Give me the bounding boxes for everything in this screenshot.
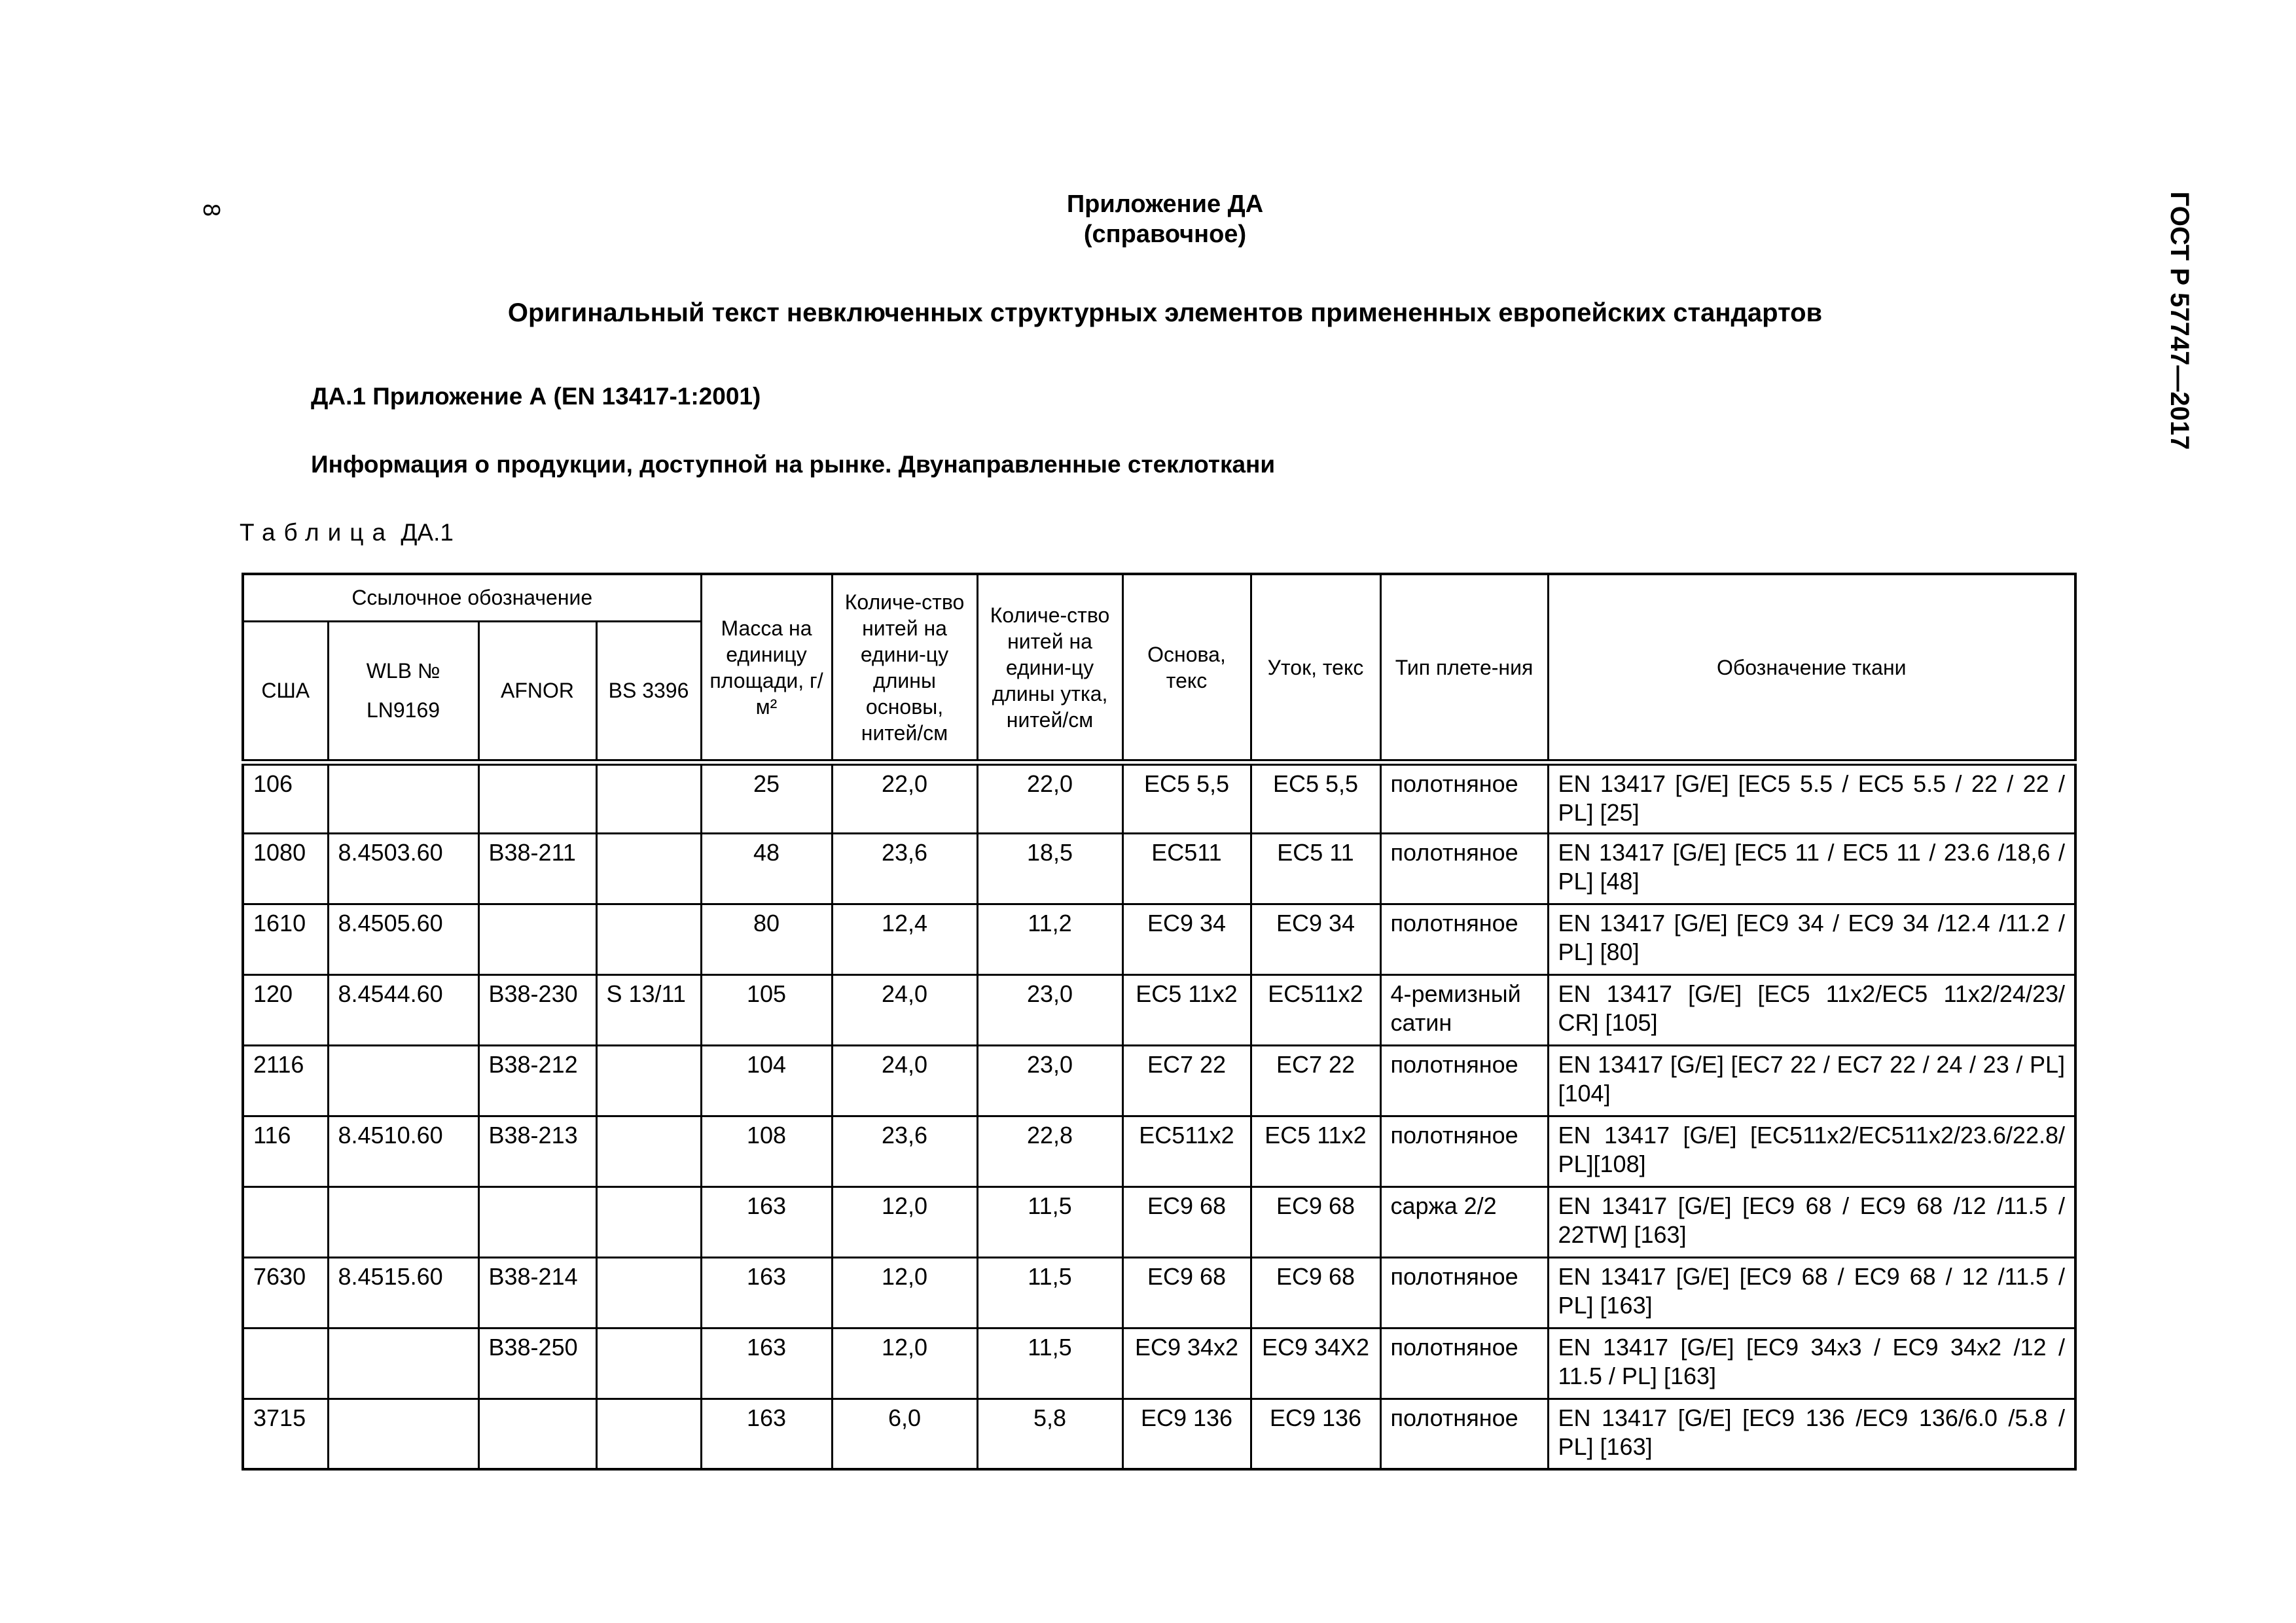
cell-weft-tex: ЕС9 34 [1251,904,1380,974]
cell-designation: EN 13417 [G/E] [EC7 22 / EC7 22 / 24 / 23 / PL] [104] [1548,1045,2075,1116]
cell-weft-count: 22,0 [977,762,1122,833]
cell-usa [243,1186,328,1257]
cell-weave: полотняное [1380,1399,1548,1469]
header-warp-count: Количе-ство нитей на едини-цу длины основы, нитей/см [832,574,977,762]
cell-warp-tex: ЕС7 22 [1122,1045,1251,1116]
cell-warp-count: 6,0 [832,1399,977,1469]
table-row [243,1328,2075,1399]
table-row [243,762,2075,833]
cell-mass: 163 [701,1399,832,1469]
appendix-subtitle: (справочное) [1083,221,1247,248]
cell-weave: полотняное [1380,1045,1548,1116]
cell-afnor [478,762,596,833]
cell-weave: 4-ремизный сатин [1380,974,1548,1045]
cell-weft-count: 5,8 [977,1399,1122,1469]
cell-afnor: В38-211 [478,833,596,904]
cell-warp-count: 12,4 [832,904,977,974]
cell-weft-tex: ЕС5 11x2 [1251,1116,1380,1186]
cell-weft-count: 23,0 [977,974,1122,1045]
cell-warp-count: 22,0 [832,762,977,833]
cell-warp-count: 23,6 [832,833,977,904]
cell-warp-tex: ЕС511 [1122,833,1251,904]
header-wlb [328,621,478,762]
cell-mass: 108 [701,1116,832,1186]
header-weft-tex: Уток, текс [1251,574,1380,762]
cell-designation: EN 13417 [G/E] [EC5 11 / EC5 11 / 23.6 /18,6 / PL] [48] [1548,833,2075,904]
cell-mass: 80 [701,904,832,974]
cell-afnor: В38-230 [478,974,596,1045]
cell-bs [596,1328,701,1399]
cell-usa: 116 [243,1116,328,1186]
cell-wlb [328,1045,478,1116]
cell-weft-count: 11,5 [977,1328,1122,1399]
cell-usa: 1080 [243,833,328,904]
cell-mass: 48 [701,833,832,904]
header-afnor: AFNOR [478,621,596,762]
cell-weft-tex: ЕС9 34X2 [1251,1328,1380,1399]
cell-mass: 163 [701,1328,832,1399]
cell-mass: 104 [701,1045,832,1116]
header-wlb-line2: LN9169 [366,698,440,722]
header-wlb-line1: WLB № [366,659,440,683]
cell-weft-count: 22,8 [977,1116,1122,1186]
cell-usa [243,1328,328,1399]
cell-weave: полотняное [1380,833,1548,904]
cell-bs [596,1045,701,1116]
cell-wlb [328,1328,478,1399]
cell-weave: саржа 2/2 [1380,1186,1548,1257]
cell-bs: S 13/11 [596,974,701,1045]
cell-weft-tex: ЕС9 136 [1251,1399,1380,1469]
cell-weave: полотняное [1380,762,1548,833]
cell-weft-count: 11,2 [977,904,1122,974]
cell-afnor [478,1186,596,1257]
header-mass: Масса на единицу площади, г/м² [701,574,832,762]
cell-weft-tex: ЕС7 22 [1251,1045,1380,1116]
cell-warp-tex: ЕС5 11x2 [1122,974,1251,1045]
cell-wlb [328,1186,478,1257]
cell-afnor [478,904,596,974]
table-label-number: ДА.1 [401,519,454,546]
table-label [240,517,454,548]
cell-afnor: В38-214 [478,1257,596,1328]
page-number: 8 [198,203,225,217]
cell-warp-tex: ЕС9 68 [1122,1186,1251,1257]
cell-weave: полотняное [1380,1257,1548,1328]
cell-afnor [478,1399,596,1469]
cell-weft-tex: ЕС9 68 [1251,1257,1380,1328]
fabric-table [242,573,2077,1471]
document-code: ГОСТ Р 57747—2017 [2165,191,2194,450]
cell-designation: EN 13417 [G/E] [EC5 11x2/EC5 11x2/24/23/ CR] [105] [1548,974,2075,1045]
cell-wlb: 8.4503.60 [328,833,478,904]
table-row [243,974,2075,1045]
cell-warp-count: 24,0 [832,974,977,1045]
table-row [243,1116,2075,1186]
cell-wlb: 8.4510.60 [328,1116,478,1186]
cell-afnor: В38-212 [478,1045,596,1116]
cell-warp-count: 24,0 [832,1045,977,1116]
table-row [243,1257,2075,1328]
cell-usa: 3715 [243,1399,328,1469]
cell-warp-count: 12,0 [832,1257,977,1328]
cell-weft-tex: ЕС9 68 [1251,1186,1380,1257]
cell-designation: EN 13417 [G/E] [EC511x2/EC511x2/23.6/22.8/ PL][108] [1548,1116,2075,1186]
cell-designation: EN 13417 [G/E] [EC9 68 / EC9 68 /12 /11.5 / 22TW] [163] [1548,1186,2075,1257]
cell-designation: EN 13417 [G/E] [EC9 34x3 / EC9 34x2 /12 / 11.5 / PL] [163] [1548,1328,2075,1399]
table-row [243,1186,2075,1257]
table-row [243,904,2075,974]
cell-warp-count: 12,0 [832,1186,977,1257]
cell-warp-tex: ЕС9 34 [1122,904,1251,974]
cell-mass: 163 [701,1257,832,1328]
cell-weave: полотняное [1380,1116,1548,1186]
table-label-prefix: Таблица [240,519,395,546]
cell-weft-tex: ЕС5 11 [1251,833,1380,904]
header-reference-group: Ссылочное обозначение [243,574,701,621]
cell-warp-tex: ЕС511x2 [1122,1116,1251,1186]
cell-designation: EN 13417 [G/E] [EC9 68 / EC9 68 / 12 /11.5 / PL] [163] [1548,1257,2075,1328]
cell-mass: 163 [701,1186,832,1257]
cell-weft-count: 11,5 [977,1186,1122,1257]
cell-warp-tex: ЕС5 5,5 [1122,762,1251,833]
cell-warp-count: 12,0 [832,1328,977,1399]
header-wlb-gap [334,684,473,697]
header-warp-tex: Основа, текс [1122,574,1251,762]
cell-wlb [328,762,478,833]
cell-mass: 105 [701,974,832,1045]
cell-afnor: В38-250 [478,1328,596,1399]
header-bs: BS 3396 [596,621,701,762]
header-weft-count: Количе-ство нитей на едини-цу длины утка, нитей/см [977,574,1122,762]
cell-wlb: 8.4544.60 [328,974,478,1045]
table-row [243,833,2075,904]
info-heading: Информация о продукции, доступной на рынке. Двунаправленные стеклоткани [311,451,1276,478]
cell-designation: EN 13417 [G/E] [EC9 136 /EC9 136/6.0 /5.8 / PL] [163] [1548,1399,2075,1469]
cell-warp-tex: ЕС9 34x2 [1122,1328,1251,1399]
cell-warp-tex: ЕС9 68 [1122,1257,1251,1328]
cell-usa: 2116 [243,1045,328,1116]
cell-wlb: 8.4505.60 [328,904,478,974]
appendix-title: Приложение ДА [1066,190,1264,218]
cell-usa: 1610 [243,904,328,974]
table-row [243,1399,2075,1469]
main-heading: Оригинальный текст невключенных структурных элементов примененных европейских стандартов [507,298,1823,327]
table-header-row-1 [243,574,2075,621]
cell-warp-tex: ЕС9 136 [1122,1399,1251,1469]
table-row [243,1045,2075,1116]
cell-bs [596,1116,701,1186]
cell-warp-count: 23,6 [832,1116,977,1186]
cell-bs [596,1257,701,1328]
cell-bs [596,904,701,974]
cell-usa: 106 [243,762,328,833]
cell-designation: EN 13417 [G/E] [EC5 5.5 / EC5 5.5 / 22 / 22 / PL] [25] [1548,762,2075,833]
cell-wlb [328,1399,478,1469]
cell-weft-count: 11,5 [977,1257,1122,1328]
cell-usa: 120 [243,974,328,1045]
cell-bs [596,1399,701,1469]
cell-mass: 25 [701,762,832,833]
cell-wlb: 8.4515.60 [328,1257,478,1328]
cell-bs [596,762,701,833]
cell-weft-tex: ЕС5 5,5 [1251,762,1380,833]
cell-designation: EN 13417 [G/E] [EC9 34 / EC9 34 /12.4 /11.2 / PL] [80] [1548,904,2075,974]
header-designation: Обозначение ткани [1548,574,2075,762]
section-heading: ДА.1 Приложение А (EN 13417-1:2001) [311,383,761,410]
cell-weave: полотняное [1380,904,1548,974]
header-weave: Тип плете-ния [1380,574,1548,762]
cell-weft-count: 18,5 [977,833,1122,904]
cell-weave: полотняное [1380,1328,1548,1399]
cell-weft-count: 23,0 [977,1045,1122,1116]
cell-usa: 7630 [243,1257,328,1328]
cell-bs [596,1186,701,1257]
header-usa: США [243,621,328,762]
cell-bs [596,833,701,904]
cell-weft-tex: ЕС511x2 [1251,974,1380,1045]
cell-afnor: В38-213 [478,1116,596,1186]
